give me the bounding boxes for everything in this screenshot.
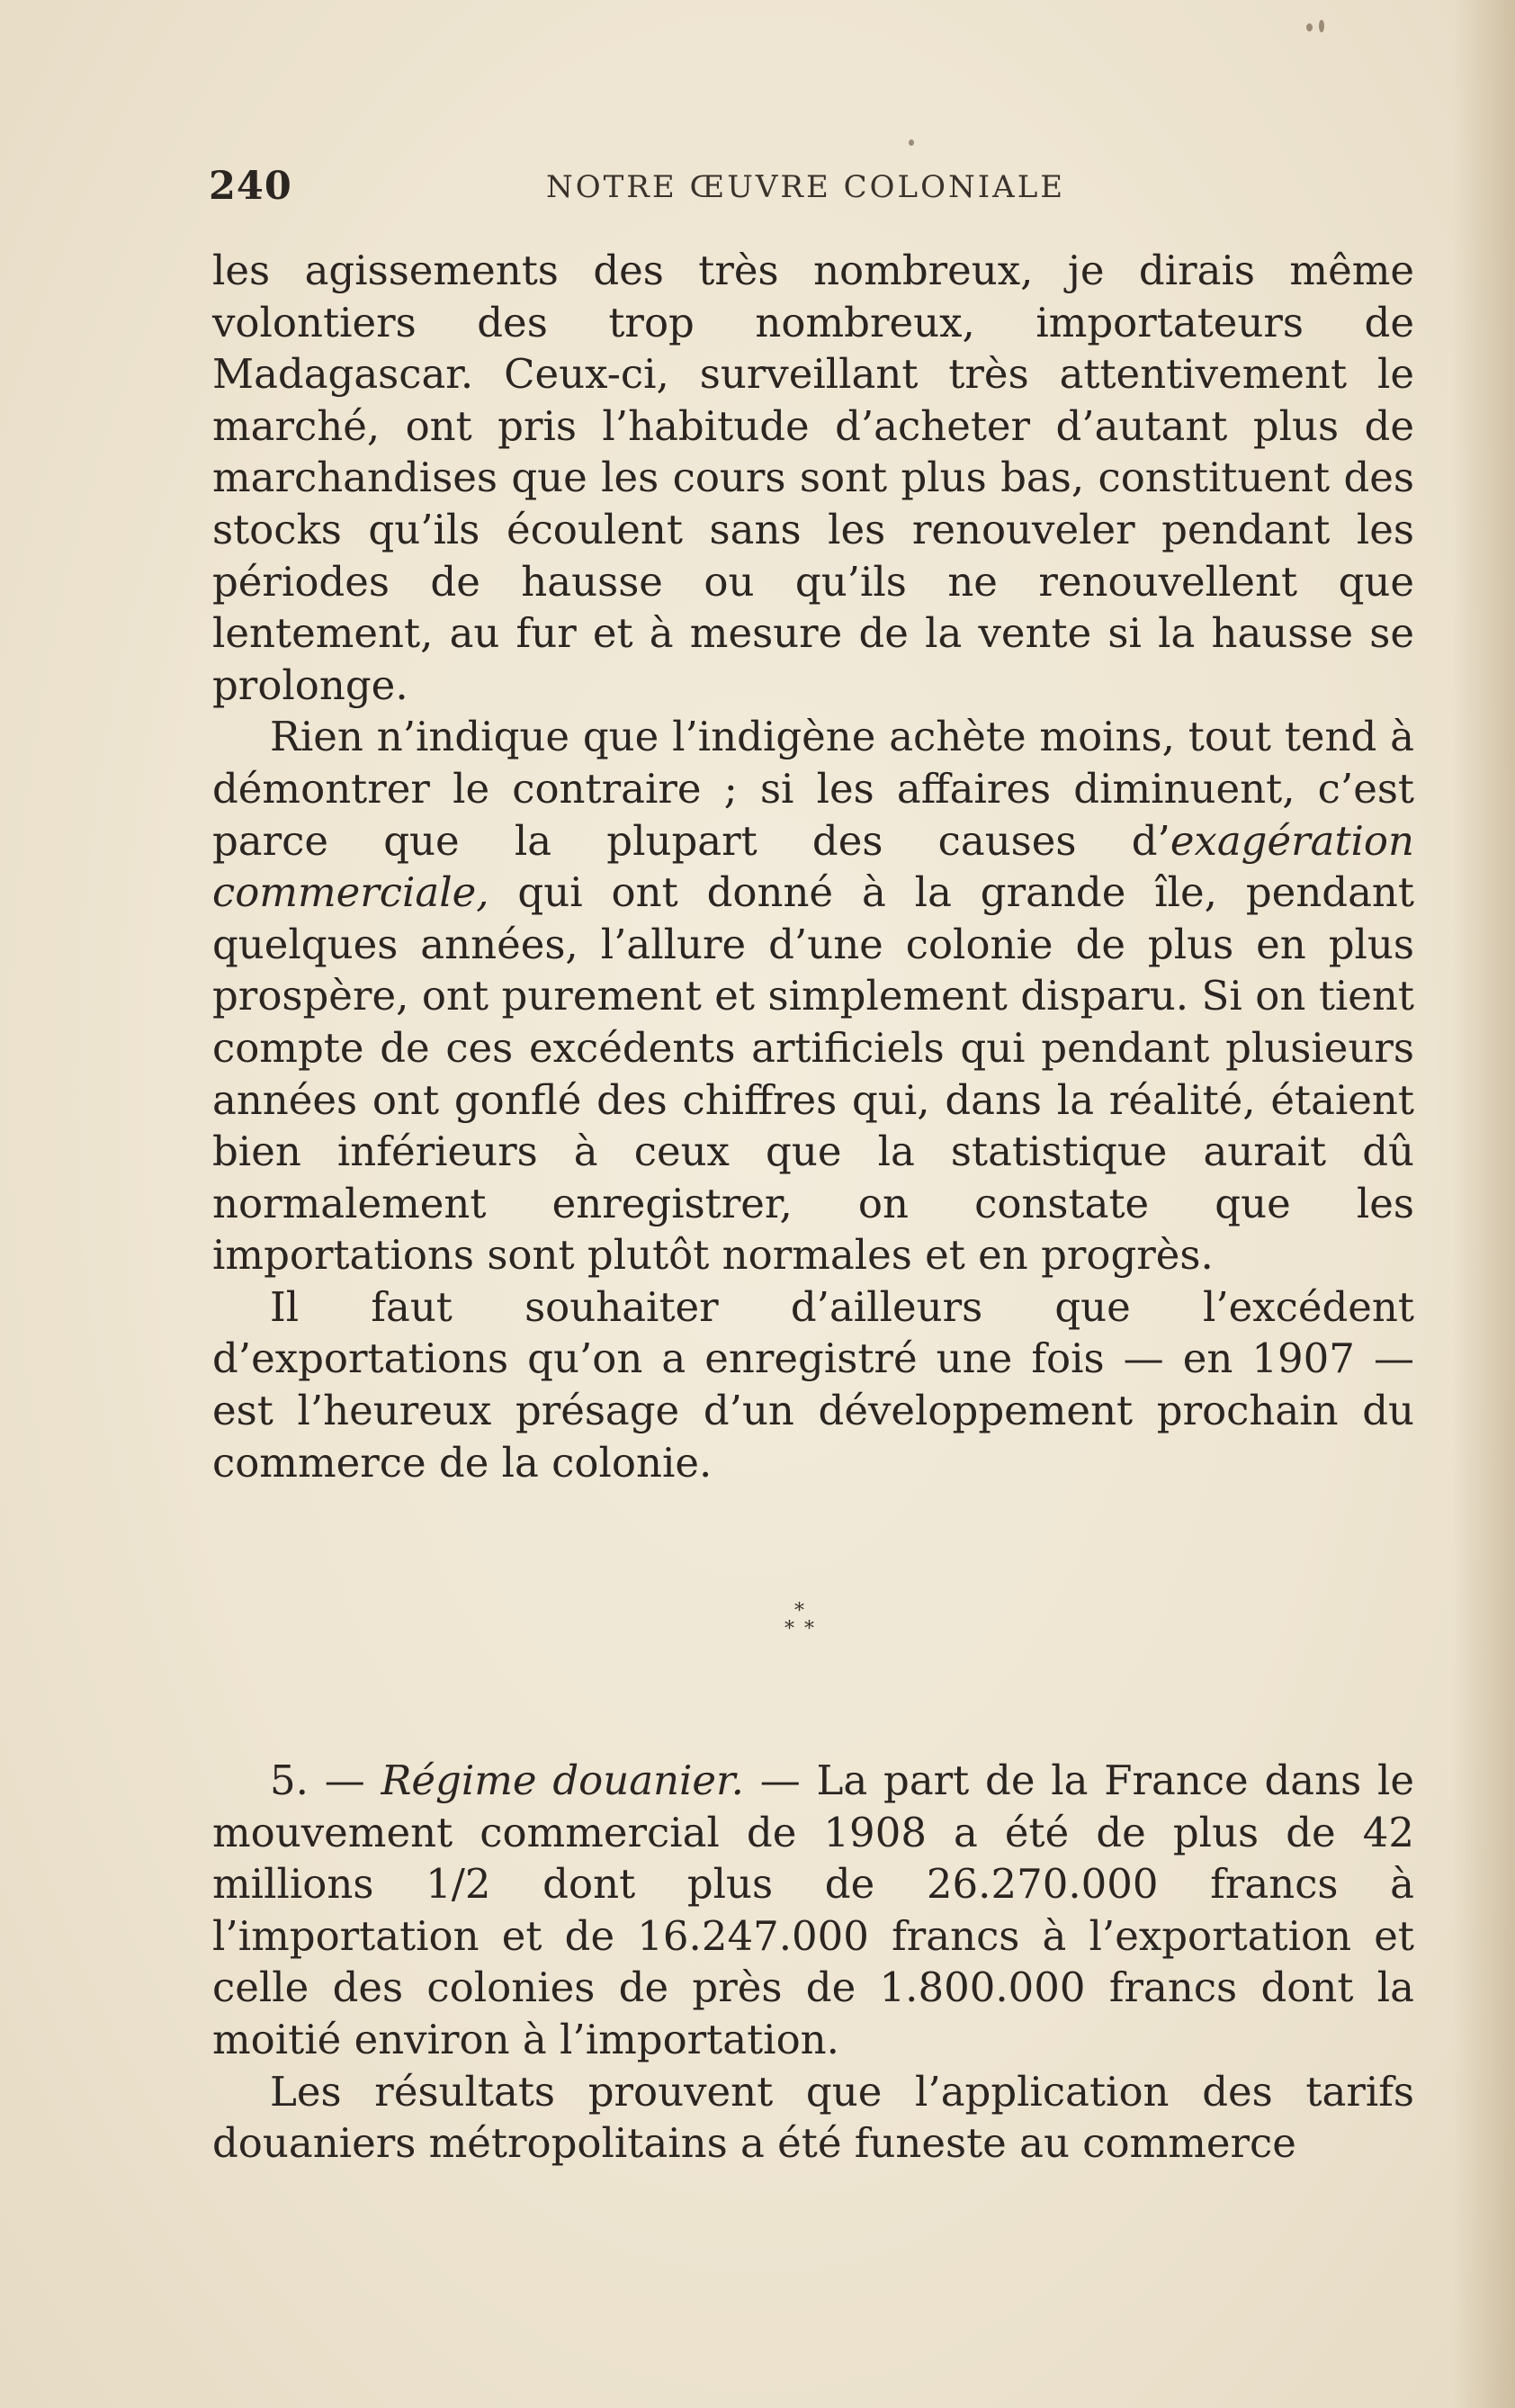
paragraph: Il faut souhaiter d’ailleurs que l’excédent d’exportations qu’on a enregistré une fois — en 1907 — est l’heureux présage d’un développement prochain du commerce de la colonie. [212,1282,1414,1487]
page-number: 240 [209,164,292,209]
italic-phrase: exagération commerciale, [212,816,1414,917]
asterisk: * [784,1618,794,1640]
paragraph: les agissements des très nombreux, je dirais même volontiers des trop nombreux, importateurs de Madagascar. Ceux-ci, surveillant très attentivement le marché, ont pris l’habitude d’acheter d’autant plus de marchandises que les cours sont plus bas, constituent des stocks qu’ils écoulent sans les renouveler pendant les périodes de hausse ou qu’ils ne renouvellent que lentement, au fur et à mesure de la vente si la hausse se prolonge. [212,247,1414,709]
ink-speck [909,139,914,146]
main-text-bottom [212,1755,1414,2170]
section-title: Régime douanier. [381,1757,744,1804]
section-paragraph [212,1755,1414,2066]
running-title: NOTRE ŒUVRE COLONIALE [546,169,1066,205]
page-edge-shadow [1452,0,1515,2408]
main-text-top [212,245,1414,1488]
ink-speck [1306,23,1313,31]
page-header [209,164,1414,218]
asterisk: * [794,1600,804,1622]
paragraph [212,711,1414,1281]
paragraph-text: qui ont donné à la grande île, pendant quelques années, l’allure d’une colonie de plus en plus prospère, ont purement et simplement disparu. Si on tient compte de ces excédents artificiels qui pendant plusieurs années ont gonflé des chiffres qui, dans la réalité, étaient bien inférieurs à ceux que la statistique aurait dû normalement enregistrer, on constate que les importations sont plutôt normales et en progrès. [212,868,1414,1280]
ink-speck [1319,20,1324,32]
asterisk: * [804,1618,814,1640]
paragraph-text: — La part de la France dans le mouvement commercial de 1908 a été de plus de 42 millions 1/2 dont plus de 26.270.000 francs à l’importation et de 16.247.000 francs à l’exportation et celle des colonies de près de 1.800.000 francs dont la moitié environ à l’importation. [212,1757,1415,2063]
paragraph: Les résultats prouvent que l’application des tarifs douaniers métropolitains a été funeste au commerce [212,2067,1414,2168]
asterism-divider [775,1602,829,1656]
section-number: 5. — [270,1757,381,1804]
paragraph-text: Rien n’indique que l’indigène achète moins, tout tend à démontrer le contraire ; si les affaires diminuent, c’est parce que la plupart des causes d’ [212,713,1414,865]
